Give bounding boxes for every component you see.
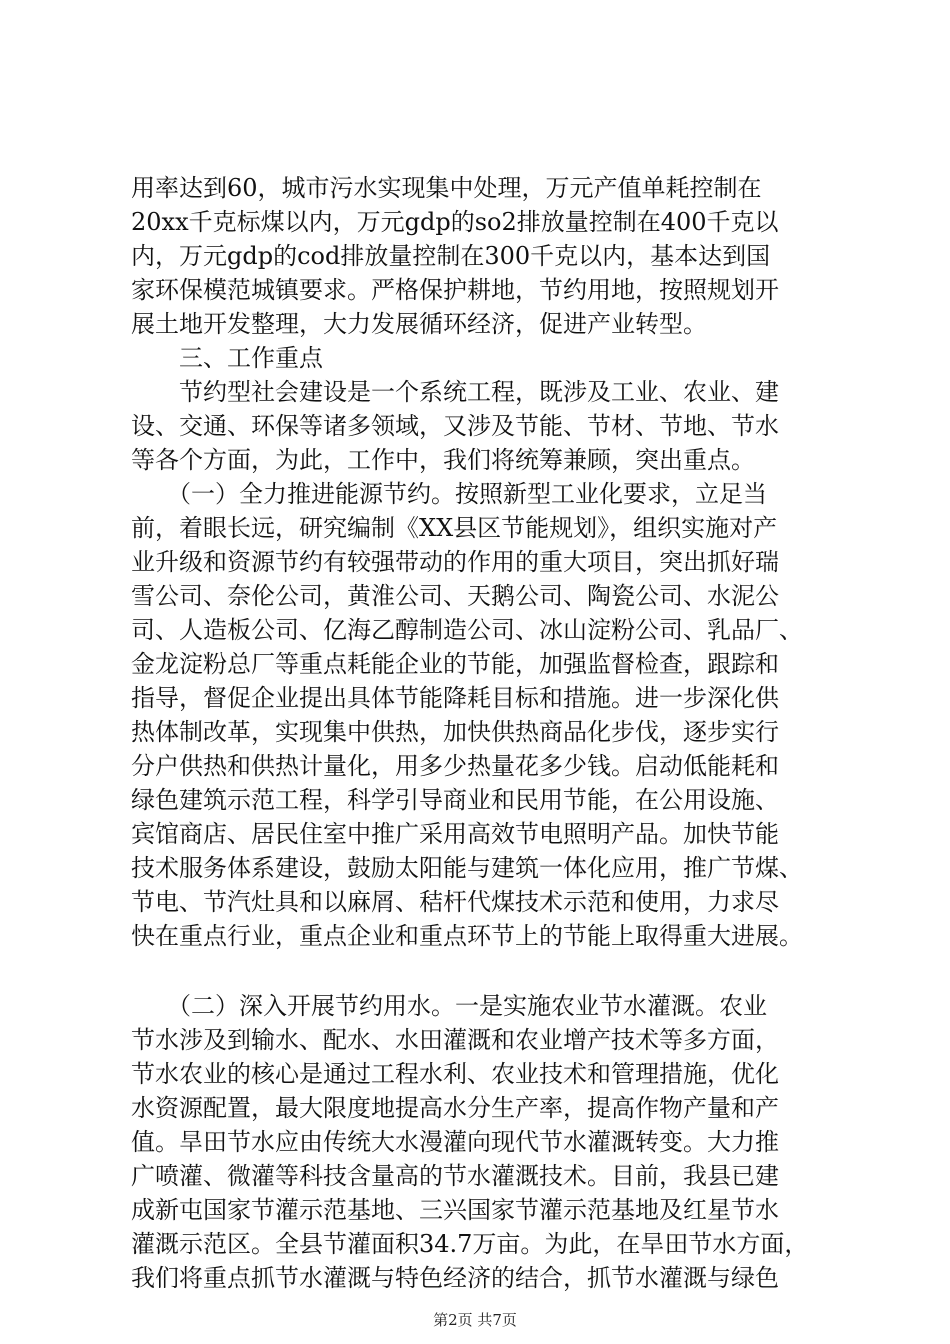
text-line: 水资源配置，最大限度地提高水分生产率，提高作物产量和产 bbox=[131, 1094, 779, 1122]
text-line: 绿色建筑示范工程，科学引导商业和民用节能，在公用设施、 bbox=[131, 786, 779, 814]
text-line: 业升级和资源节约有较强带动的作用的重大项目，突出抓好瑞 bbox=[131, 548, 779, 576]
text-line: 展土地开发整理，大力发展循环经济，促进产业转型。 bbox=[131, 310, 707, 338]
paragraph-gap bbox=[131, 953, 850, 989]
text-line: 内，万元gdp的cod排放量控制在300千克以内，基本达到国 bbox=[131, 242, 771, 270]
text-line: 节约型社会建设是一个系统工程，既涉及工业、农业、建 bbox=[131, 378, 779, 406]
text-line: 20xx千克标煤以内，万元gdp的so2排放量控制在400千克以 bbox=[131, 208, 779, 236]
text-line: 家环保模范城镇要求。严格保护耕地，节约用地，按照规划开 bbox=[131, 276, 779, 304]
text-line: （一）全力推进能源节约。按照新型工业化要求，立足当 bbox=[131, 480, 767, 508]
text-line: 金龙淀粉总厂等重点耗能企业的节能，加强监督检查，跟踪和 bbox=[131, 650, 779, 678]
text-line: 分户供热和供热计量化，用多少热量花多少钱。启动低能耗和 bbox=[131, 752, 779, 780]
text-line: 我们将重点抓节水灌溉与特色经济的结合，抓节水灌溉与绿色 bbox=[131, 1264, 779, 1292]
text-line: 用率达到60，城市污水实现集中处理，万元产值单耗控制在 bbox=[131, 174, 762, 202]
text-line: 成新屯国家节灌示范基地、三兴国家节灌示范基地及红星节水 bbox=[131, 1196, 779, 1224]
document-body bbox=[131, 171, 850, 1295]
text-line: 雪公司、奈伦公司，黄淮公司、天鹅公司、陶瓷公司、水泥公 bbox=[131, 582, 779, 610]
text-line: （二）深入开展节约用水。一是实施农业节水灌溉。农业 bbox=[131, 992, 767, 1020]
text-line: 热体制改革，实现集中供热，加快供热商品化步伐，逐步实行 bbox=[131, 718, 779, 746]
text-line: 节水农业的核心是通过工程水利、农业技术和管理措施，优化 bbox=[131, 1060, 779, 1088]
text-line: 宾馆商店、居民住室中推广采用高效节电照明产品。加快节能 bbox=[131, 820, 779, 848]
text-line: 广喷灌、微灌等科技含量高的节水灌溉技术。目前，我县已建 bbox=[131, 1162, 779, 1190]
text-line: 快在重点行业，重点企业和重点环节上的节能上取得重大进展。 bbox=[131, 922, 803, 950]
text-line: 灌溉示范区。全县节灌面积34.7万亩。为此，在旱田节水方面， bbox=[131, 1230, 809, 1258]
text-line: 三、工作重点 bbox=[131, 344, 323, 372]
text-line: 设、交通、环保等诸多领域，又涉及节能、节材、节地、节水 bbox=[131, 412, 779, 440]
text-line: 等各个方面，为此，工作中，我们将统筹兼顾，突出重点。 bbox=[131, 446, 755, 474]
page-number-footer: 第2页 共7页 bbox=[433, 1311, 517, 1329]
text-line: 司、人造板公司、亿海乙醇制造公司、冰山淀粉公司、乳品厂、 bbox=[131, 616, 803, 644]
text-line: 值。旱田节水应由传统大水漫灌向现代节水灌溉转变。大力推 bbox=[131, 1128, 779, 1156]
text-line: 节电、节汽灶具和以麻屑、秸杆代煤技术示范和使用，力求尽 bbox=[131, 888, 779, 916]
text-line: 前，着眼长远，研究编制《XX县区节能规划》，组织实施对产 bbox=[131, 514, 778, 542]
text-line: 节水涉及到输水、配水、水田灌溉和农业增产技术等多方面， bbox=[131, 1026, 779, 1054]
text-line: 技术服务体系建设，鼓励太阳能与建筑一体化应用，推广节煤、 bbox=[131, 854, 803, 882]
text-line: 指导，督促企业提出具体节能降耗目标和措施。进一步深化供 bbox=[131, 684, 779, 712]
